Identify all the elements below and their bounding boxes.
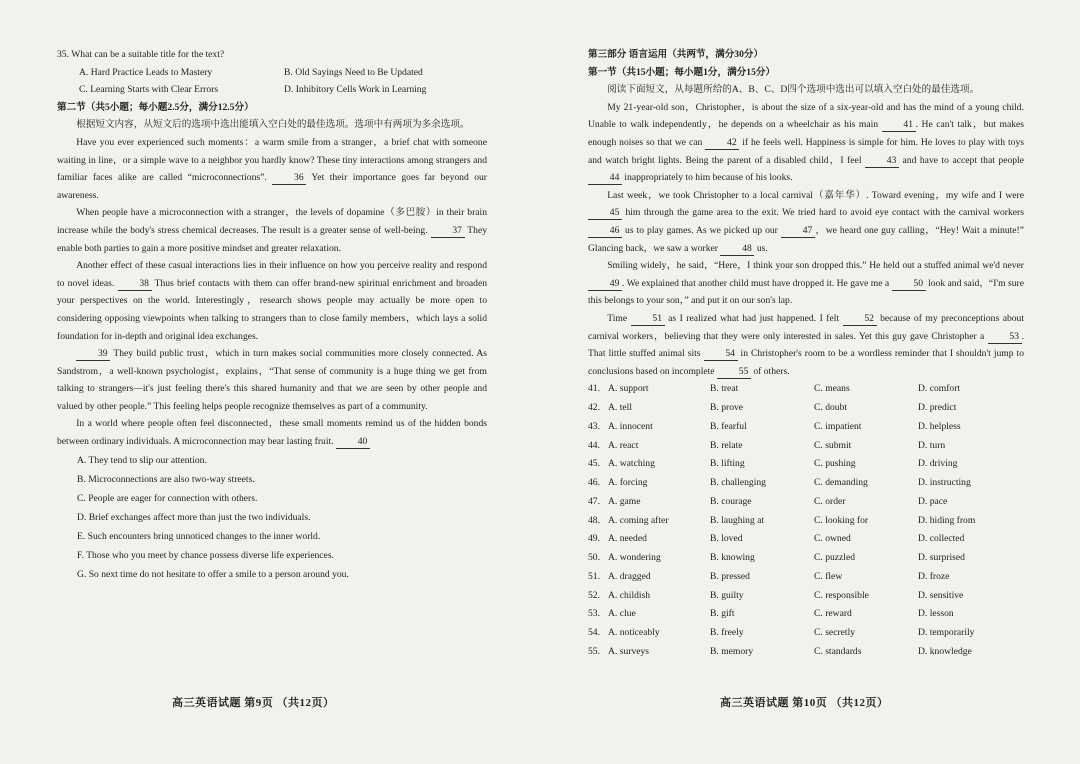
passage-paragraph: 39 They build public trust，which in turn makes social communities more closely connected. As Sandstrom，a well-known psychologist，explains，“That sense of community is a huge thing we get from talking to strangers—it's just feeling there's this shared humanity and that we are seen by other people and valued by other people.” This feeling helps people recognize themselves as part of a community. <box>57 348 487 412</box>
choice-row <box>588 380 1024 399</box>
q35-option-d: D. Inhibitory Cells Work in Learning <box>284 84 427 96</box>
choice-d: D. collected <box>918 533 965 545</box>
option-a: A. They tend to slip our attention. <box>77 454 207 466</box>
question-number: 43. <box>588 420 600 432</box>
blank-38: 38 <box>118 278 152 291</box>
question-number: 50. <box>588 552 600 564</box>
choice-b: B. freely <box>710 627 744 639</box>
choice-d: D. temporarily <box>918 627 975 639</box>
question-number: 44. <box>588 439 600 451</box>
choice-row <box>588 399 1024 418</box>
choice-a: A. surveys <box>608 645 650 657</box>
question-35-options <box>57 64 487 99</box>
blank-42: 42 <box>705 137 739 150</box>
choice-a: A. watching <box>608 458 655 470</box>
choice-b: B. gift <box>710 608 735 620</box>
choice-row <box>588 474 1024 493</box>
q35-option-b: B. Old Sayings Need to Be Updated <box>284 66 423 78</box>
option-d: D. Brief exchanges affect more than just the two individuals. <box>77 511 311 523</box>
choice-d: D. predict <box>918 402 957 414</box>
q35-option-c: C. Learning Starts with Clear Errors <box>79 84 219 96</box>
choice-c: C. pushing <box>814 458 856 470</box>
question-number: 47. <box>588 495 600 507</box>
choice-b: B. guilty <box>710 589 744 601</box>
choice-c: C. owned <box>814 533 851 545</box>
question-number: 46. <box>588 477 600 489</box>
choice-a: A. support <box>608 383 649 395</box>
choice-d: D. comfort <box>918 383 961 395</box>
choice-d: D. knowledge <box>918 645 972 657</box>
q35-option-a: A. Hard Practice Leads to Mastery <box>79 66 213 78</box>
cloze-paragraph: Smiling widely，he said，“Here，I think your son dropped this.” He held out a stuffed animal we'd never 49 . We explained that another child must have dropped it. He gave me a 50 look and said，“I'm sure this belongs to your son，” and put it on our son's lap. <box>588 260 1024 307</box>
choice-row <box>588 455 1024 474</box>
choice-row <box>588 418 1024 437</box>
choice-b: B. lifting <box>710 458 745 470</box>
question-number: 49. <box>588 533 600 545</box>
choice-b: B. relate <box>710 439 743 451</box>
choice-row <box>588 437 1024 456</box>
option-c: C. People are eager for connection with others. <box>77 492 258 504</box>
choice-c: C. standards <box>814 645 862 657</box>
question-35: 35. What can be a suitable title for the text? <box>57 49 225 60</box>
choice-a: A. childish <box>608 589 651 601</box>
choice-d: D. driving <box>918 458 958 470</box>
choice-c: C. impatient <box>814 420 862 432</box>
choice-row <box>588 568 1024 587</box>
passage-paragraph: In a world where people often feel disconnected，these small moments remind us of the hidden bonds between ordinary individuals. A microconnection may bear lasting fruit. 40 <box>57 418 487 448</box>
blank-46: 46 <box>588 225 622 238</box>
section1-heading: 第一节（共15小题；每小题1分，满分15分） <box>588 66 776 78</box>
option-b: B. Microconnections are also two-way streets. <box>77 473 255 485</box>
choice-row <box>588 549 1024 568</box>
option-g: G. So next time do not hesitate to offer a smile to a person around you. <box>77 568 349 580</box>
blank-50: 50 <box>892 278 926 291</box>
section2-instruction: 根据短文内容，从短文后的选项中选出能填入空白处的最佳选项。选项中有两项为多余选项。 <box>76 119 470 131</box>
choice-b: B. laughing at <box>710 514 765 526</box>
choice-c: C. reward <box>814 608 852 620</box>
choice-d: D. hiding from <box>918 514 976 526</box>
choice-a: A. needed <box>608 533 647 545</box>
choice-a: A. wondering <box>608 552 661 564</box>
blank-49: 49 <box>588 278 622 291</box>
choice-d: D. surprised <box>918 552 965 564</box>
choice-a: A. clue <box>608 608 636 620</box>
choice-b: B. knowing <box>710 552 755 564</box>
choice-row <box>588 530 1024 549</box>
cloze-paragraph: Time 51 as I realized what had just happened. I felt 52 because of my preconceptions about carnival workers，believing that they were only interested in sales. Yet this guy gave Christopher a 53 . That little stuffed animal sits 54 in Christopher's room to be a wordless reminder that I shouldn't jump to conclusions based on incomplete 55 of others. <box>588 312 1025 377</box>
question-number: 45. <box>588 458 600 470</box>
choice-a: A. noticeably <box>608 627 660 639</box>
question-number: 55. <box>588 645 600 657</box>
blank-55: 55 <box>717 366 751 379</box>
choice-a: A. game <box>608 495 641 507</box>
choice-row <box>588 512 1024 531</box>
blank-54: 54 <box>704 348 738 361</box>
blank-48: 48 <box>720 243 754 256</box>
blank-36: 36 <box>272 172 306 185</box>
question-number: 48. <box>588 514 600 526</box>
choice-c: C. doubt <box>814 402 848 414</box>
question-number: 41. <box>588 383 600 395</box>
question-number: 53. <box>588 608 600 620</box>
blank-51: 51 <box>631 313 665 326</box>
blank-53: 53 <box>988 331 1022 344</box>
choice-d: D. turn <box>918 439 946 451</box>
choice-row <box>588 624 1024 643</box>
choice-d: D. froze <box>918 570 950 582</box>
choice-d: D. pace <box>918 495 948 507</box>
choice-row <box>588 587 1024 606</box>
section1-instruction: 阅读下面短文，从每题所给的A、B、C、D四个选项中选出可以填入空白处的最佳选项。 <box>607 84 980 96</box>
choice-row <box>588 493 1024 512</box>
choice-row <box>588 605 1024 624</box>
choice-a: A. coming after <box>608 514 669 526</box>
choice-c: C. looking for <box>814 514 869 526</box>
blank-44: 44 <box>588 172 622 185</box>
blank-37: 37 <box>431 225 465 238</box>
choice-d: D. lesson <box>918 608 954 620</box>
choice-c: C. submit <box>814 439 852 451</box>
choice-row <box>588 643 1024 662</box>
blank-43: 43 <box>865 155 899 168</box>
cloze-paragraph: My 21-year-old son，Christopher，is about the size of a six-year-old and has the mind of a young child. Unable to walk independently，he depends on a wheelchair as his main 41 . He can't talk，but makes enough noises so that we can 42 if he feels well. Happiness is simple for him. He loves to play with toys and watch bright lights. Being the parent of a disabled child，I feel 43 and have to accept that people 44 inappropriately to him because of his looks. <box>588 101 1024 184</box>
page-9 <box>57 46 487 584</box>
choice-b: B. fearful <box>710 420 747 432</box>
passage-paragraph: Have you ever experienced such moments：a warm smile from a stranger，a brief chat with someone waiting in line，or a simple wave to a neighbor you hardly know? These tiny interactions among strangers and familiar faces alike are called “microconnections”. 36 Yet their importance goes far beyond our awareness. <box>57 136 488 201</box>
option-e: E. Such encounters bring unnoticed changes to the inner world. <box>77 530 321 542</box>
choice-b: B. memory <box>710 645 754 657</box>
question-number: 42. <box>588 402 600 414</box>
option-f: F. Those who you meet by chance possess diverse life experiences. <box>77 549 334 561</box>
choice-c: C. responsible <box>814 589 869 601</box>
passage-paragraph: Another effect of these casual interactions lies in their influence on how you perceive reality and respond to novel ideas. 38 Thus brief contacts with them can offer brand-new spiritual enrichment and broaden your perspectives on the world. Interestingly，research shows people may actually be more open to considering opposing viewpoints when talking to strangers than to close family members，which lays a solid foundation for in-depth and original idea exchanges. <box>57 260 488 342</box>
question-number: 51. <box>588 570 600 582</box>
choice-a: A. forcing <box>608 477 648 489</box>
choice-b: B. treat <box>710 383 739 395</box>
page-footer-9: 高三英语试题 第9页 （共12页） <box>172 697 335 709</box>
cloze-paragraph: Last week，we took Christopher to a local carnival（嘉年华）. Toward evening，my wife and I were 45 him through the game area to the exit. We tried hard to avoid eye contact with the carnival workers 46 us to play games. As we picked up our 47 ，we heard one guy calling，“Hey! Wait a minute!” Glancing back，we saw a worker 48 us. <box>588 189 1025 254</box>
question-number: 54. <box>588 627 600 639</box>
section2-options <box>57 451 487 584</box>
choice-d: D. sensitive <box>918 589 964 601</box>
blank-52: 52 <box>843 313 877 326</box>
choice-c: C. means <box>814 383 850 395</box>
page-footer-10: 高三英语试题 第10页 （共12页） <box>720 697 889 709</box>
blank-40: 40 <box>336 436 370 449</box>
blank-45: 45 <box>588 207 622 220</box>
part3-heading: 第三部分 语言运用（共两节，满分30分） <box>588 49 764 60</box>
choice-c: C. puzzled <box>814 552 856 564</box>
passage-paragraph: When people have a microconnection with a stranger，the levels of dopamine（多巴胺）in their brain increase while the body's stress chemical decreases. The result is a greater sense of well-being. 37 They enable both parties to gain a more positive mindset and greater relaxation. <box>57 207 487 254</box>
choice-b: B. pressed <box>710 570 750 582</box>
choice-a: A. tell <box>608 402 632 414</box>
choice-d: D. instructing <box>918 477 971 489</box>
choice-c: C. order <box>814 495 846 507</box>
choice-a: A. innocent <box>608 420 653 432</box>
blank-41: 41 <box>882 119 916 132</box>
choice-c: C. secretly <box>814 627 856 639</box>
page-10 <box>588 46 1024 662</box>
choice-b: B. prove <box>710 402 744 414</box>
choice-b: B. loved <box>710 533 743 545</box>
question-number: 52. <box>588 589 600 601</box>
choice-b: B. challenging <box>710 477 766 489</box>
choice-c: C. flew <box>814 570 843 582</box>
blank-47: 47 <box>781 225 815 238</box>
choice-a: A. dragged <box>608 570 651 582</box>
choice-b: B. courage <box>710 495 752 507</box>
choice-c: C. demanding <box>814 477 868 489</box>
blank-39: 39 <box>76 348 110 361</box>
choice-d: D. helpless <box>918 420 961 432</box>
answer-choices <box>588 380 1024 661</box>
section2-heading: 第二节（共5小题；每小题2.5分，满分12.5分） <box>57 101 254 113</box>
choice-a: A. react <box>608 439 639 451</box>
